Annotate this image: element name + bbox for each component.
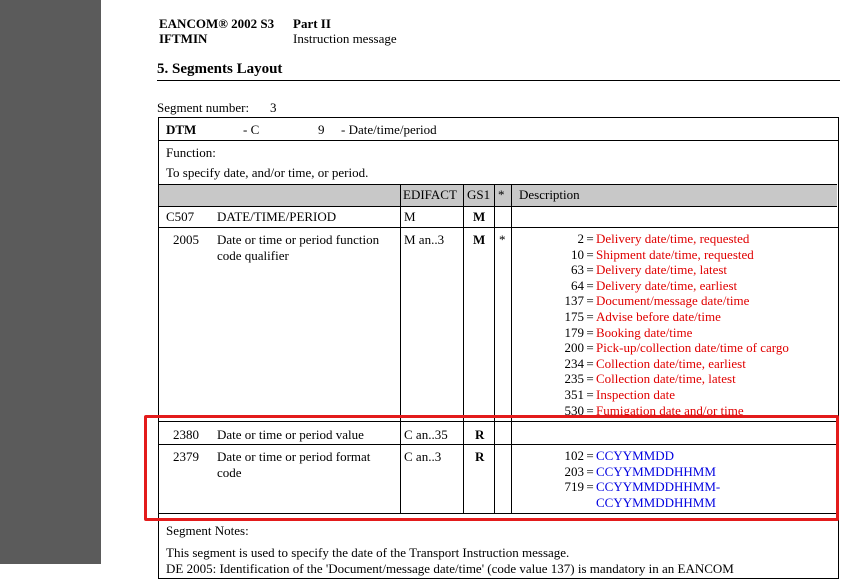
code-text: Shipment date/time, requested <box>596 246 754 262</box>
column-star: * <box>498 187 505 202</box>
row-divider <box>158 140 838 141</box>
code-entry: 2 = Delivery date/time, requested <box>544 231 789 247</box>
segment-name: - Date/time/period <box>341 122 437 137</box>
notes-text-cont: DE 2005: Identification of the 'Document/message date/time' (code value 137) is mandatory in an EANCOM <box>166 561 734 576</box>
element-gs1: R <box>475 427 485 442</box>
code-text: CCYYMMDDHHMM- <box>596 479 721 495</box>
element-gs1: M <box>473 232 486 247</box>
code-entry: 179 = Booking date/time <box>544 325 789 341</box>
code-value: 175 <box>564 308 584 324</box>
code-text: Fumigation date and/or time <box>596 402 744 418</box>
element-name: Date or time or period function <box>217 232 380 247</box>
viewer-sidebar <box>0 0 101 564</box>
section-title: 5. Segments Layout <box>157 61 283 77</box>
code-value: 234 <box>564 355 584 371</box>
code-text: Delivery date/time, latest <box>596 262 728 278</box>
message-name: IFTMIN <box>159 31 208 46</box>
code-entry: 175 = Advise before date/time <box>544 309 789 325</box>
element-edifact: M <box>404 209 416 224</box>
code-text: CCYYMMDDHHMM <box>596 494 716 510</box>
element-gs1: M <box>473 209 486 224</box>
standard-name: EANCOM® 2002 S3 <box>159 16 275 31</box>
code-entry: 351 = Inspection date <box>544 387 789 403</box>
code-value: 351 <box>564 386 584 402</box>
code-value: 719 <box>564 479 584 495</box>
column-description: Description <box>519 187 580 202</box>
column-gs1: GS1 <box>467 187 491 202</box>
element-star: * <box>499 232 506 247</box>
element-edifact: C an..35 <box>404 427 448 442</box>
code-value: 200 <box>564 340 584 356</box>
code-entry: 64 = Delivery date/time, earliest <box>544 278 789 294</box>
code-text: Pick-up/collection date/time of cargo <box>596 340 789 356</box>
code-value: 63 <box>571 262 584 278</box>
element-name: Date or time or period value <box>217 427 364 442</box>
code-entry: 63 = Delivery date/time, latest <box>544 262 789 278</box>
notes-text: This segment is used to specify the date of the Transport Instruction message. <box>166 545 570 560</box>
code-value: 179 <box>564 324 584 340</box>
element-code: C507 <box>166 209 195 224</box>
code-text: Inspection date <box>596 386 676 402</box>
code-entry: 200 = Pick-up/collection date/time of cargo <box>544 340 789 356</box>
code-list-2005 <box>544 231 789 418</box>
element-code: 2379 <box>173 449 199 464</box>
code-entry: 10 = Shipment date/time, requested <box>544 247 789 263</box>
code-entry: 234 = Collection date/time, earliest <box>544 356 789 372</box>
code-entry: 137 = Document/message date/time <box>544 293 789 309</box>
code-value: 10 <box>571 246 584 262</box>
code-value: 235 <box>564 371 584 387</box>
element-name: Date or time or period format <box>217 449 371 464</box>
code-text: Booking date/time <box>596 324 693 340</box>
element-gs1: R <box>475 449 485 464</box>
code-entry: 719 = CCYYMMDDHHMM- <box>544 479 720 495</box>
part-label: Part II <box>293 16 331 31</box>
element-name-cont: code qualifier <box>217 248 289 263</box>
title-rule <box>157 80 840 81</box>
code-value: 203 <box>564 463 584 479</box>
code-text: Document/message date/time <box>596 293 750 309</box>
code-text: Advise before date/time <box>596 308 721 324</box>
code-entry: 530 = Fumigation date and/or time <box>544 403 789 419</box>
code-value: 530 <box>564 402 584 418</box>
code-text: CCYYMMDD <box>596 448 675 463</box>
code-entry: 102 = CCYYMMDD <box>544 448 720 464</box>
element-code: 2005 <box>173 232 199 247</box>
element-code: 2380 <box>173 427 199 442</box>
code-value: 2 <box>577 231 584 246</box>
column-edifact: EDIFACT <box>403 187 457 202</box>
code-value: 64 <box>571 277 584 293</box>
segment-tag: DTM <box>166 122 197 137</box>
element-name-cont: code <box>217 465 242 480</box>
segment-number-label: Segment number: <box>157 100 250 115</box>
code-text: Delivery date/time, requested <box>596 231 750 246</box>
part-description: Instruction message <box>293 31 397 46</box>
row-divider <box>158 227 838 228</box>
element-name: DATE/TIME/PERIOD <box>217 209 337 224</box>
segment-number: 3 <box>270 100 277 115</box>
code-text: Collection date/time, latest <box>596 371 736 387</box>
code-text: Collection date/time, earliest <box>596 355 746 371</box>
code-value: 137 <box>564 293 584 309</box>
segment-repeat: 9 <box>318 122 325 137</box>
notes-label: Segment Notes: <box>166 523 249 538</box>
code-entry: 203 = CCYYMMDDHHMM <box>544 464 720 480</box>
code-text: Delivery date/time, earliest <box>596 277 738 293</box>
code-text: CCYYMMDDHHMM <box>596 463 716 479</box>
code-entry: 235 = Collection date/time, latest <box>544 371 789 387</box>
code-value: 102 <box>564 448 584 463</box>
element-edifact: C an..3 <box>404 449 442 464</box>
function-label: Function: <box>166 145 216 160</box>
segment-status: - C <box>243 122 260 137</box>
function-text: To specify date, and/or time, or period. <box>166 165 369 180</box>
element-edifact: M an..3 <box>404 232 445 247</box>
highlight-box <box>144 415 839 521</box>
